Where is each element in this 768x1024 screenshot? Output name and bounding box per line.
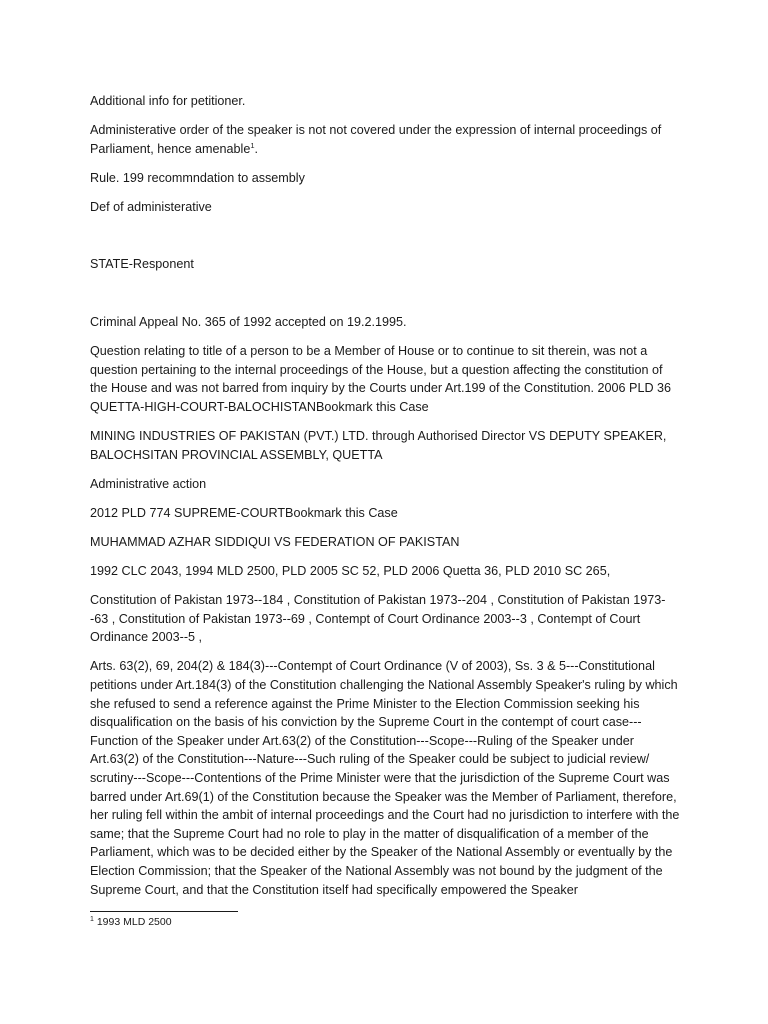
paragraph-mining-industries: MINING INDUSTRIES OF PAKISTAN (PVT.) LTD. through Authorised Director VS DEPUTY SPEAKER, BALOCHSITAN PROVINCIAL ASSEMBLY, QUETTA: [90, 429, 667, 462]
paragraph-administrative-order-text: Administerative order of the speaker is not not covered under the expression of internal proceedings of Parliament, hence amenable: [90, 123, 662, 156]
paragraph-headnote: Arts. 63(2), 69, 204(2) & 184(3)---Contempt of Court Ordinance (V of 2003), Ss. 3 & 5---Constitutional petitions under Art.184(3) of the Constitution challenging the National Assembly Speaker's ruling by which she refused to send a reference against the Prime Minister to the Election Commission seeking his disqualification on the basis of his conviction by the Supreme Court in the contempt of court case---Function of the Speaker under Art.63(2) of the Constitution---Scope---Ruling of the Speaker under Art.63(2) of the Constitution---Nature---Such ruling of the Speaker could be subject to judicial review/ scrutiny---Scope---Contentions of the Prime Minister were that the jurisdiction of the Supreme Court was barred under Art.69(1) of the Constitution because the Speaker was the Member of Parliament, therefore, her ruling fell within the ambit of internal proceedings and the Court had no jurisdiction to interfere with the same; that the Supreme Court had no role to play in the matter of disqualification of a member of the Parliament, which was to be decided either by the Speaker of the National Assembly or eventually by the Election Commission; that the Speaker of the National Assembly was not bound by the judgment of the Supreme Court, and that the Constitution itself had specifically empowered the Speaker: [90, 659, 680, 897]
footnote-number: 1: [90, 916, 94, 923]
paragraph-statutes: Constitution of Pakistan 1973--184 , Constitution of Pakistan 1973--204 , Constitution of Pakistan 1973--63 , Constitution of Pakistan 1973--69 , Contempt of Court Ordinance 2003--3 , Contempt of Court Ordinance 2003--5 ,: [90, 593, 666, 645]
footnote: [90, 915, 172, 929]
footnote-text: 1993 MLD 2500: [96, 916, 172, 928]
paragraph-question-title: Question relating to title of a person to be a Member of House or to continue to sit therein, was not a question pertaining to the internal proceedings of the House, but a question affecting the constitution of the House and was not barred from inquiry by the Courts under Art.199 of the Constitution. 2006 PLD 36 QUETTA-HIGH-COURT-BALOCHISTANBookmark this Case: [90, 344, 672, 414]
footnote-separator: [90, 911, 238, 912]
paragraph-case-title: MUHAMMAD AZHAR SIDDIQUI VS FEDERATION OF PAKISTAN: [90, 534, 460, 549]
paragraph-criminal-appeal: Criminal Appeal No. 365 of 1992 accepted on 19.2.1995.: [90, 315, 407, 330]
paragraph-def-administrative: Def of administerative: [90, 199, 212, 214]
paragraph-administrative-order: [90, 121, 680, 158]
paragraph-rule-199: Rule. 199 recommndation to assembly: [90, 170, 305, 185]
footnote-reference[interactable]: 1: [250, 140, 255, 150]
paragraph-additional-info: Additional info for petitioner.: [90, 94, 246, 108]
paragraph-citation-2012: 2012 PLD 774 SUPREME-COURTBookmark this Case: [90, 505, 398, 520]
paragraph-administrative-order-end: .: [254, 141, 258, 156]
paragraph-administrative-action: Administrative action: [90, 476, 207, 491]
paragraph-state-respondent: STATE-Responent: [90, 257, 194, 272]
paragraph-cited-cases: 1992 CLC 2043, 1994 MLD 2500, PLD 2005 SC 52, PLD 2006 Quetta 36, PLD 2010 SC 265,: [90, 564, 611, 578]
document-body: [90, 92, 680, 910]
